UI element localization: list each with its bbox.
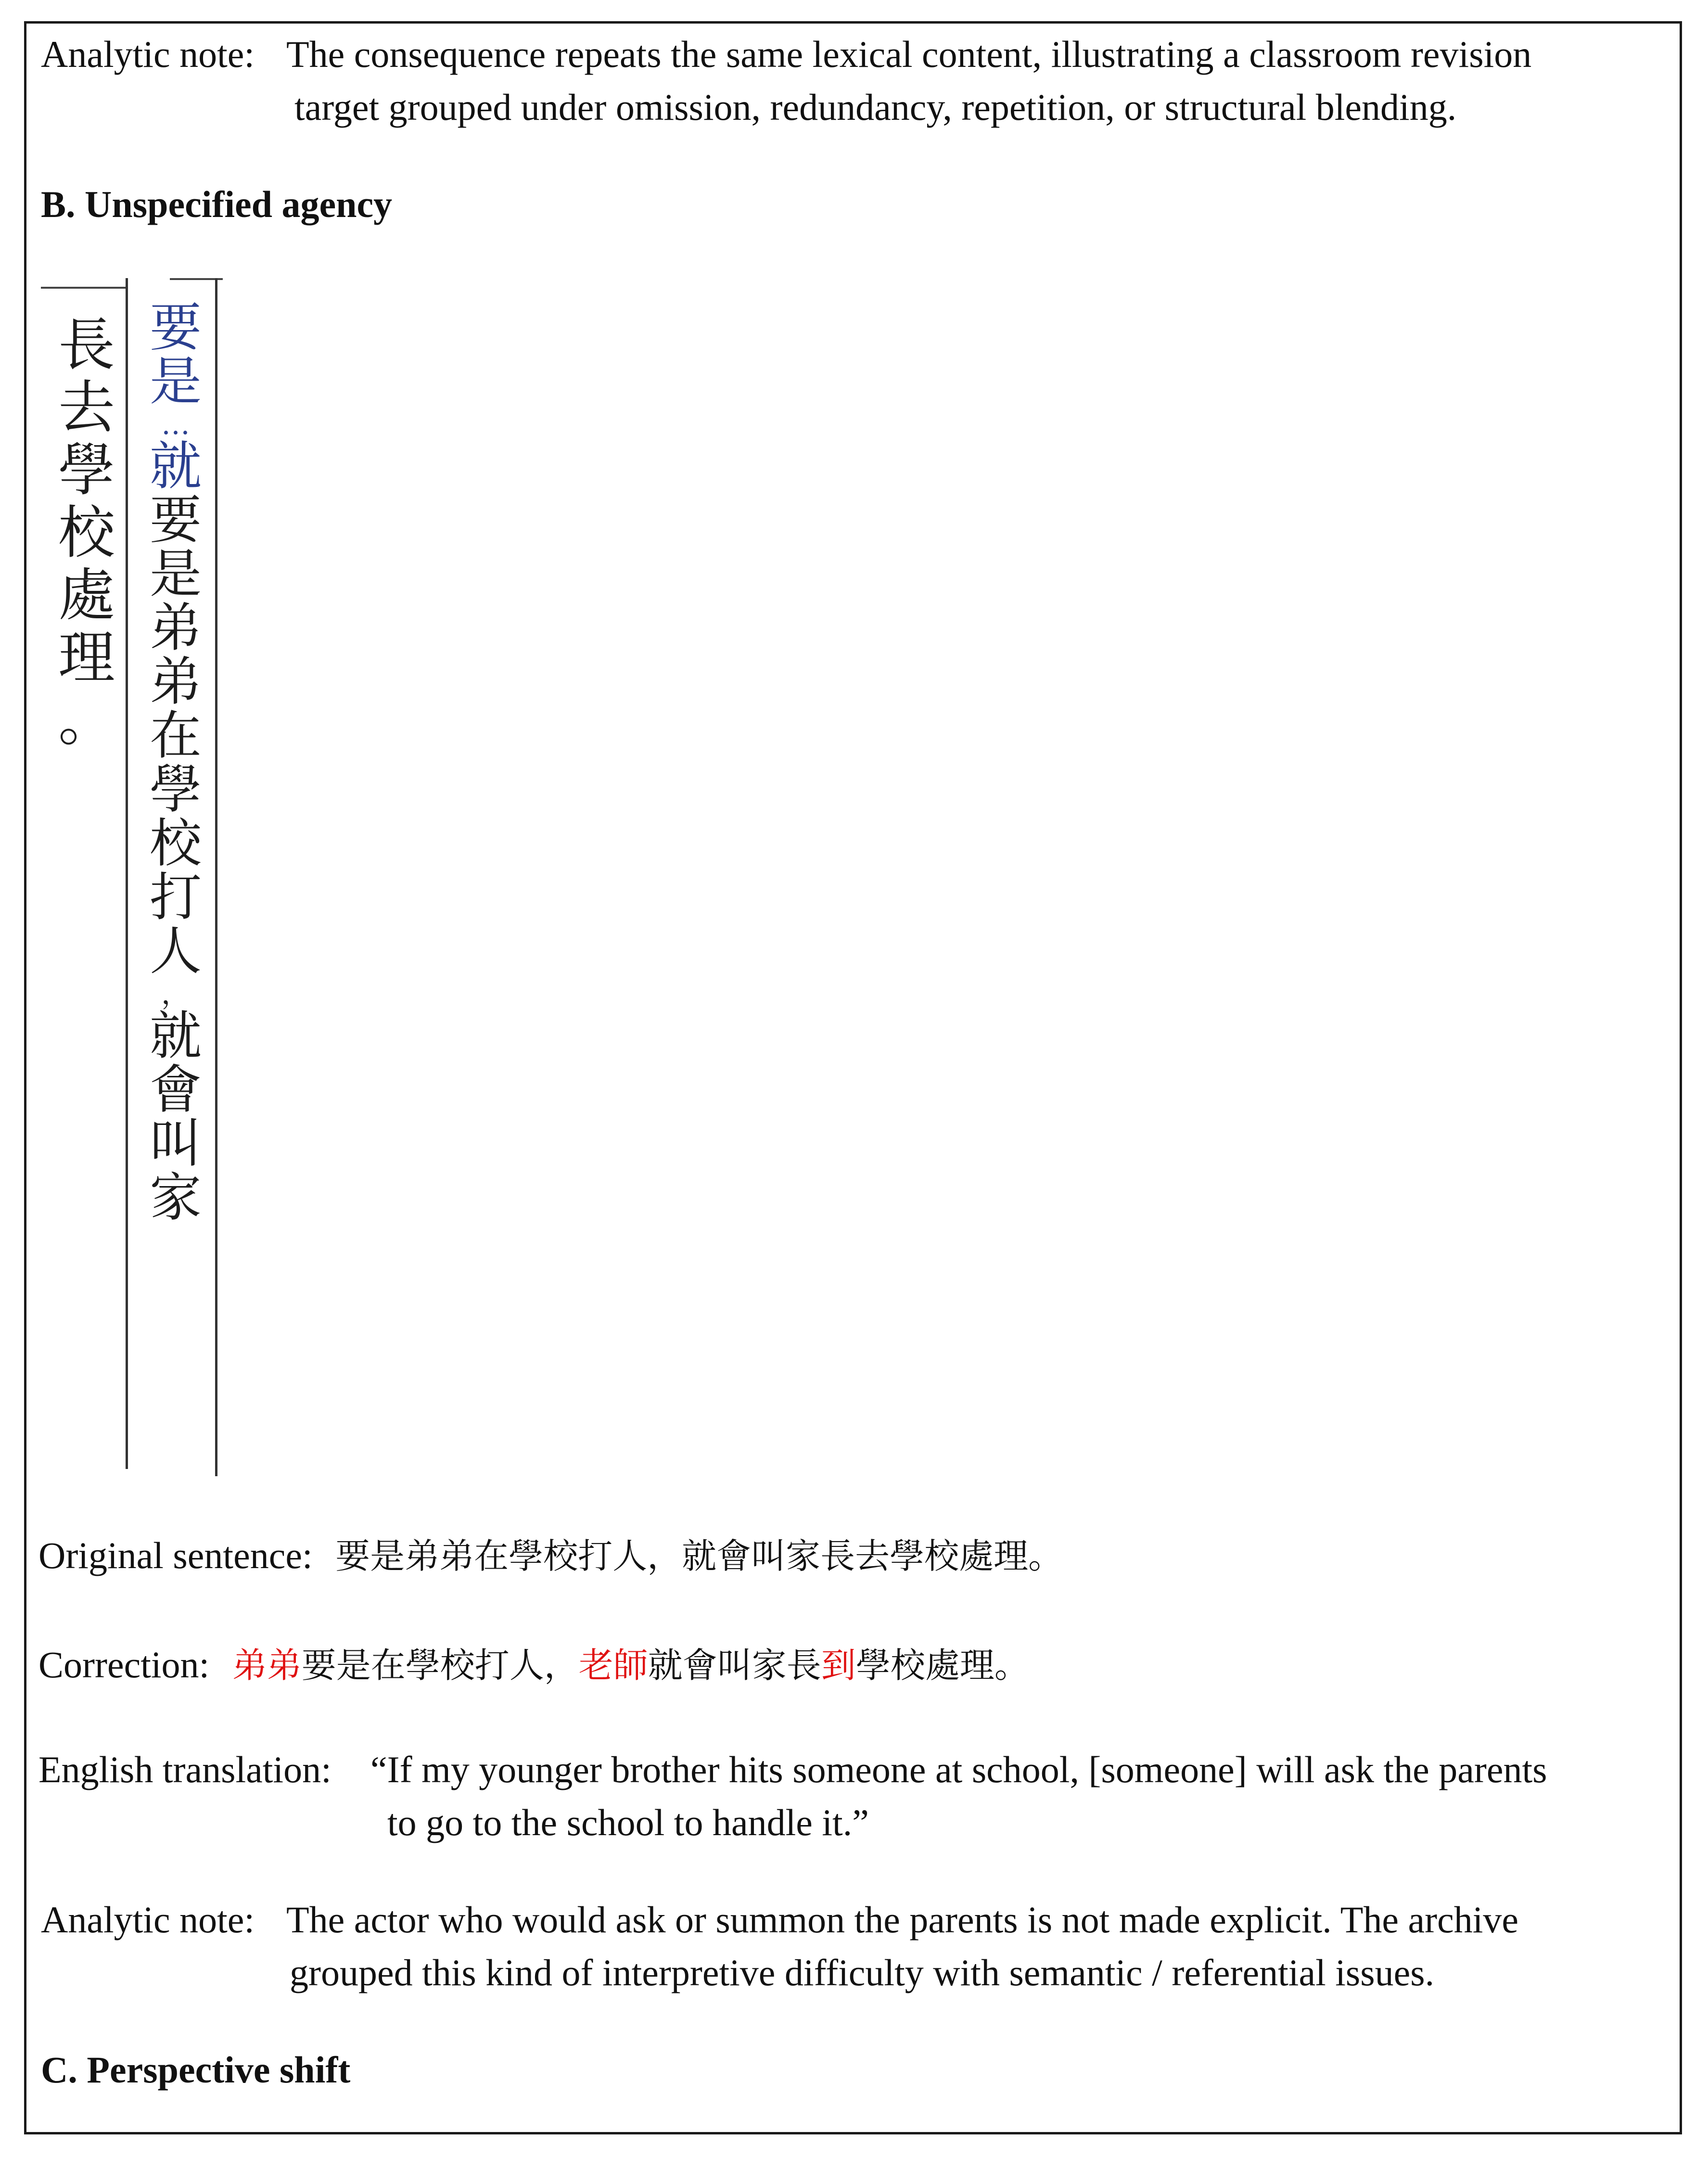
handwritten-char: 就 [149,1006,202,1066]
correction-subject: 弟弟 [232,1645,302,1686]
prev-note-line1: The consequence repeats the same lexical content, illustrating a classroom revision [286,33,1532,75]
correction-text-1: 要是在學校打人， [301,1645,579,1686]
handwritten-char: 在 [149,706,202,766]
handwritten-char: 打 [149,868,202,928]
note-b-line1: The actor who would ask or summon the parents is not made explicit. The archive [286,1899,1519,1941]
prev-note-line2: target grouped under omission, redundancy, repetition, or structural blending. [294,86,1457,128]
handwritten-char: 理 [58,625,115,691]
handwritten-char: 人 [149,921,202,982]
handwritten-char: 處 [58,562,115,628]
handwritten-char: 學 [58,437,115,503]
handwritten-char: 是 [149,544,202,604]
correction-text-2: 就會叫家長 [648,1645,821,1686]
original-text: 要是弟弟在學校打人，就會叫家長去學校處理。 [335,1536,1063,1576]
correction-text-3: 學校處理。 [855,1645,1029,1686]
section-c-heading: C. Perspective shift [41,2049,351,2091]
handwritten-annotation-char: 是 [149,352,202,412]
handwritten-char: 校 [149,814,202,874]
handwriting-column-2 [137,278,214,1226]
original-sentence [38,1529,1063,1583]
prev-note-label: Analytic note: [41,33,255,75]
handwritten-char: 叫 [149,1114,202,1174]
handwritten-annotation-char: 就 [149,436,202,497]
translation-line1: “If my younger brother hits someone at school, [someone] will ask the parents [370,1749,1547,1790]
handwritten-char: ， [161,977,190,1011]
handwritten-char: 弟 [149,598,202,658]
handwritten-char: 校 [58,499,115,566]
correction-label: Correction: [38,1644,210,1686]
original-label: Original sentence: [38,1534,313,1576]
handwritten-char: 學 [149,760,202,820]
handwritten-char: 弟 [149,652,202,712]
handwritten-char: 長 [58,312,115,378]
handwritten-char: 去 [58,374,115,441]
handwritten-char: 會 [149,1060,202,1120]
section-b-heading: B. Unspecified agency [41,183,393,225]
handwritten-annotation-char: 要 [149,298,202,358]
handwritten-char: 家 [149,1168,202,1228]
note-b-label: Analytic note: [41,1899,255,1941]
correction-preposition: 到 [821,1645,856,1686]
translation-line2: to go to the school to handle it.” [387,1801,869,1843]
handwritten-char: 。 [58,687,115,753]
note-b-line2: grouped this kind of interpretive difficulty with semantic / referential issues. [290,1952,1435,1993]
correction-line [38,1638,1029,1692]
translation-label: English translation: [38,1749,331,1790]
handwritten-char: 要 [149,490,202,550]
correction-agent: 老師 [578,1645,648,1686]
handwriting-scan [41,278,231,1476]
handwriting-column-1 [51,278,123,754]
handwritten-annotation-char: … [161,408,190,441]
